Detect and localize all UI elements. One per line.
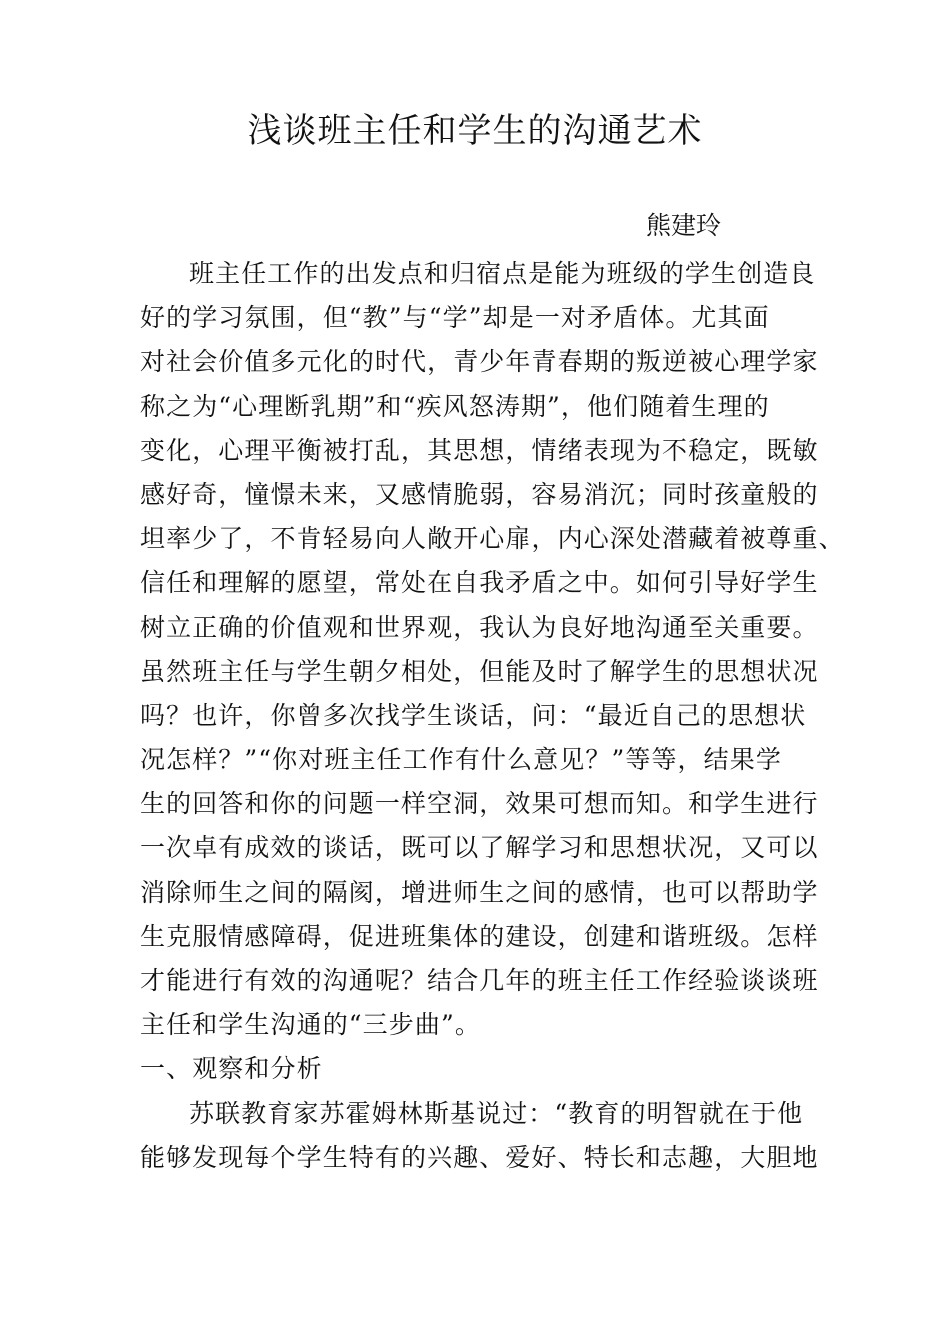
paragraph-line: 对社会价值多元化的时代，青少年青春期的叛逆被心理学家	[140, 347, 819, 377]
paragraph-line: 树立正确的价值观和世界观，我认为良好地沟通至关重要。	[140, 612, 819, 642]
paragraph-line: 苏联教育家苏霍姆林斯基说过：“教育的明智就在于他	[189, 1098, 804, 1128]
body-text	[140, 252, 845, 1180]
paragraph-line: 称之为“心理断乳期”和“疾风怒涛期”，他们随着生理的	[140, 391, 770, 421]
paragraph-line: 主任和学生沟通的“三步曲”。	[140, 1010, 481, 1040]
section-heading: 一、观察和分析	[140, 1054, 323, 1084]
paragraph-line: 况怎样？”“你对班主任工作有什么意见？”等等，结果学	[140, 745, 782, 775]
paragraph-line: 生的回答和你的问题一样空洞，效果可想而知。和学生进行	[140, 789, 819, 819]
paragraph-line: 才能进行有效的沟通呢？结合几年的班主任工作经验谈谈班	[140, 966, 819, 995]
paragraph-line: 感好奇，憧憬未来，又感情脆弱，容易消沉；同时孩童般的	[140, 479, 819, 509]
paragraph-line: 变化，心理平衡被打乱，其思想，情绪表现为不稳定，既敏	[140, 435, 819, 465]
author-name: 熊建玲	[646, 211, 722, 240]
document-title: 浅谈班主任和学生的沟通艺术	[247, 111, 703, 151]
paragraph-line: 虽然班主任与学生朝夕相处，但能及时了解学生的思想状况	[140, 656, 819, 686]
paragraph-line: 一次卓有成效的谈话，既可以了解学习和思想状况，又可以	[140, 833, 819, 863]
paragraph-line: 班主任工作的出发点和归宿点是能为班级的学生创造良	[189, 259, 816, 288]
paragraph-line: 坦率少了，不肯轻易向人敞开心扉，内心深处潜藏着被尊重、	[140, 524, 845, 554]
paragraph-line: 好的学习氛围，但“教”与“学”却是一对矛盾体。尤其面	[140, 303, 770, 333]
paragraph-line: 生克服情感障碍，促进班集体的建设，创建和谐班级。怎样	[140, 921, 819, 951]
paragraph-line: 吗？也许，你曾多次找学生谈话，问：“最近自己的思想状	[140, 700, 807, 730]
paragraph-line: 消除师生之间的隔阂，增进师生之间的感情，也可以帮助学	[140, 877, 819, 907]
paragraph-line: 能够发现每个学生特有的兴趣、爱好、特长和志趣，大胆地	[140, 1142, 819, 1172]
paragraph-line: 信任和理解的愿望，常处在自我矛盾之中。如何引导好学生	[140, 568, 819, 598]
